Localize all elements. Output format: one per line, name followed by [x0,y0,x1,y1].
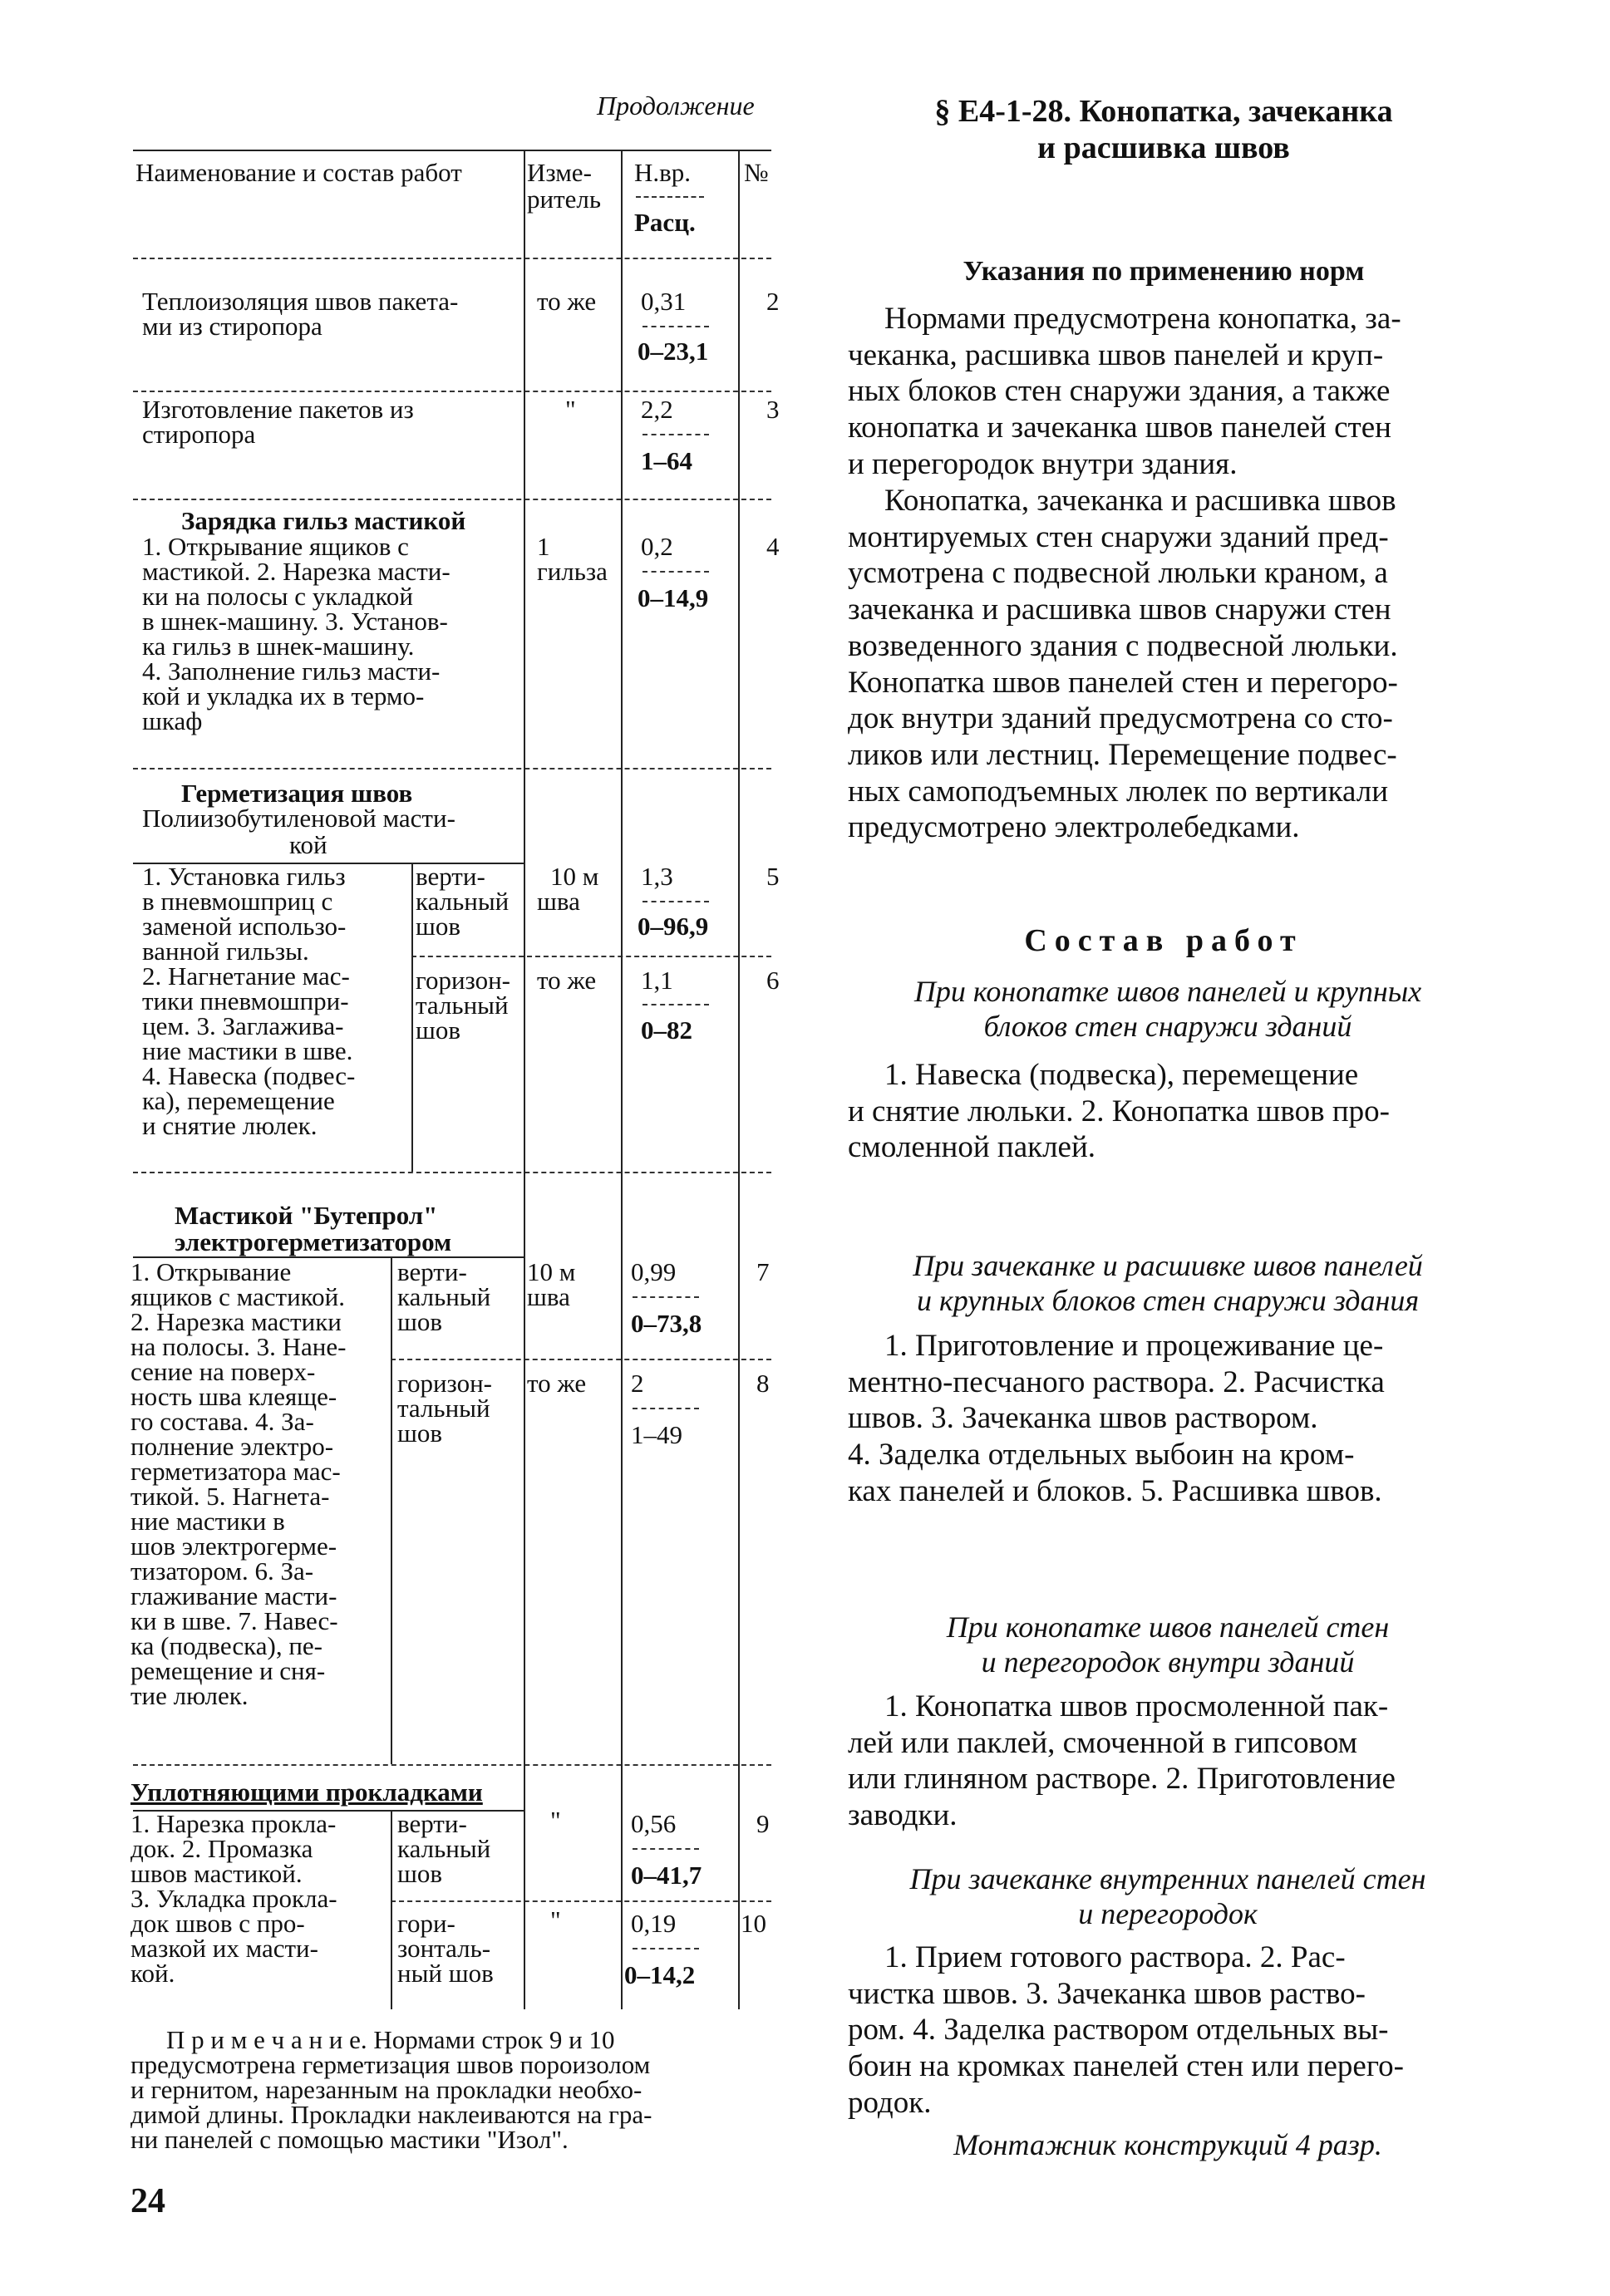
row-unit: " [565,395,576,424]
row-desc: ка гильз в шнек-машину. [142,632,415,661]
row-unit: 1 [537,532,550,561]
instructions-paragraph-2 [848,483,1496,846]
paragraph-line: ках панелей и блоков. 5. Расшивка швов. [848,1473,1382,1508]
row-desc: в шнек-машину. 3. Установ- [142,607,448,636]
subsection-title [839,1248,1496,1318]
row-rasc: 0–14,2 [624,1960,696,1989]
paragraph-line: 1. Навеска (подвеска), перемещение [884,1058,1359,1092]
page-number: 24 [130,2182,165,2220]
header-num: № [744,158,769,187]
row-desc: 1. Открывание ящиков с [142,532,409,561]
row-position: кальный [397,1282,491,1311]
subsection-text [848,1940,1496,2121]
paragraph-line: док внутри зданий предусмотрена со сто- [848,701,1393,736]
row-position: верти- [397,1257,467,1286]
paragraph-line: возведенного здания с подвесной люльки. [848,628,1398,663]
col-divider-norm [621,150,623,2009]
fraction-bar [636,196,704,198]
paragraph-line: лей или паклей, смоченной в гипсовом [848,1725,1358,1760]
row-position: горизон- [397,1369,493,1398]
row-num: 8 [756,1369,770,1398]
paragraph-line: ных блоков стен снаружи здания, а также [848,374,1391,409]
row-desc: тие люлек. [130,1681,249,1710]
row-name: Теплоизоляция швов пакета- [142,287,459,316]
row-divider [391,1359,771,1360]
row-hvr: 0,31 [641,287,687,316]
col-divider-num [738,150,740,2009]
paragraph-line: усмотрена с подвесной люльки краном, а [848,556,1388,591]
paragraph-line: чеканка, расшивка швов панелей и круп- [848,337,1384,372]
row-num: 4 [766,532,780,561]
row-divider [133,1172,771,1173]
paragraph-line: 1. Приготовление и процеживание це- [884,1329,1384,1363]
composition-heading: Состав работ [1024,923,1303,958]
row-unit: то же [537,966,597,995]
subsection-title-line: и перегородок [1078,1897,1258,1930]
row-desc: сение на поверх- [130,1357,316,1386]
row-name: Изготовление пакетов из [142,395,414,424]
subsection-title [839,974,1496,1044]
row-rasc: 1–49 [631,1420,682,1449]
paragraph-line: заводки. [848,1798,958,1833]
row-hvr: 2,2 [641,395,673,424]
row-desc: шов электрогерме- [130,1531,337,1561]
row-num: 6 [766,966,780,995]
subsection-title-line: При зачеканке и расшивке швов панелей [913,1249,1423,1282]
paragraph-line: Нормами предусмотрена конопатка, за- [884,302,1401,336]
header-hvr: Н.вр. [634,158,692,187]
row-unit: 10 м [550,862,599,891]
group-subtitle: Полиизобутиленовой масти- [142,804,455,833]
fraction-bar [633,1296,699,1298]
col-divider-position [391,1810,392,2009]
row-position: шов [397,1859,443,1888]
row-desc: док швов с про- [130,1909,305,1938]
row-position: кальный [397,1834,491,1863]
row-position: шов [416,912,461,941]
row-divider [133,768,771,769]
row-rasc: 0–41,7 [631,1861,702,1890]
paragraph-line: монтируемых стен снаружи зданий пред- [848,519,1389,554]
note-line: П р и м е ч а н и е. Нормами строк 9 и 10 [166,2025,615,2054]
group-title: электрогерметизатором [175,1227,452,1256]
row-unit: гильза [537,557,608,586]
row-desc: 2. Нагнетание мас- [142,961,350,991]
row-divider [133,391,771,392]
paragraph-line: и снятие люльки. 2. Конопатка швов про- [848,1094,1390,1128]
row-desc: и снятие люлек. [142,1111,318,1140]
header-rasc: Расц. [634,208,696,237]
header-name: Наименование и состав работ [135,158,462,187]
group-title: Мастикой "Бутепрол" [175,1201,438,1230]
row-hvr: 1,3 [641,862,673,891]
row-unit: " [550,1806,561,1835]
instructions-paragraph-1 [848,301,1496,483]
row-rasc: 0–96,9 [638,912,709,941]
row-unit: то же [537,287,597,316]
row-position: горизон- [416,966,511,995]
row-position: шов [397,1307,443,1336]
row-desc: кой и укладка их в термо- [142,681,425,710]
row-desc: 1. Открывание [130,1257,292,1286]
row-num: 10 [741,1909,766,1938]
row-desc: тики пневмошпри- [142,986,349,1015]
subsection-title [839,1610,1496,1679]
section-title-line: и расшивка швов [1037,130,1290,165]
row-position: кальный [416,887,510,916]
row-rasc: 1–64 [641,446,692,475]
subsection-title [839,1861,1496,1931]
row-position: шов [416,1015,461,1045]
paragraph-line: боин на кромках панелей стен или перего- [848,2049,1404,2084]
paragraph-line: смоленной паклей. [848,1130,1096,1165]
row-desc: ящиков с мастикой. [130,1282,345,1311]
paragraph-line: ром. 4. Заделка раствором отдельных вы- [848,2013,1389,2048]
note-line: предусмотрена герметизация швов пороизолом [130,2050,651,2079]
row-unit: 10 м [527,1257,576,1286]
row-desc: 3. Укладка прокла- [130,1884,337,1913]
fraction-bar [633,1948,699,1949]
row-num: 2 [766,287,780,316]
header-unit-1: Изме- [527,158,592,187]
row-desc: ки в шве. 7. Навес- [130,1606,338,1635]
paragraph-line: ликов или лестниц. Перемещение подвес- [848,737,1397,772]
section-title-line: § Е4-1-28. Конопатка, зачеканка [934,94,1393,129]
row-unit: шва [537,887,580,916]
row-desc: шкаф [142,706,203,735]
continuation-label: Продолжение [597,91,755,120]
paragraph-line: или глиняном растворе. 2. Приготовление [848,1762,1396,1797]
note-line: ни панелей с помощью мастики "Изол". [130,2125,569,2154]
fraction-bar [633,1848,699,1850]
paragraph-line: швов. 3. Зачеканка швов раствором. [848,1401,1318,1436]
note-line: и гернитом, нарезанным на прокладки необхо- [130,2075,643,2104]
group-title: Герметизация швов [181,779,413,808]
subsection-title-line: При зачеканке внутренних панелей стен [909,1862,1426,1895]
row-rasc: 0–82 [641,1015,692,1045]
subsection-title-line: При конопатке швов панелей стен [946,1610,1390,1644]
paragraph-line: 1. Конопатка швов просмоленной пак- [884,1689,1389,1723]
row-unit: то же [527,1369,587,1398]
row-unit: " [550,1905,561,1935]
row-desc: 4. Навеска (подвес- [142,1061,356,1090]
note-line: димой длины. Прокладки наклеиваются на гра- [130,2100,652,2129]
row-num: 5 [766,862,780,891]
row-desc: ка), перемещение [142,1086,335,1115]
fraction-bar [643,571,709,573]
header-unit-2: ритель [527,184,602,214]
subsection-text [848,1328,1496,1510]
row-desc: тикой. 5. Нагнета- [130,1482,330,1511]
row-desc: ка (подвеска), пе- [130,1631,322,1660]
subsection-title-line: и крупных блоков стен снаружи здания [916,1284,1420,1317]
instructions-heading: Указания по применению норм [963,256,1365,287]
row-position: верти- [397,1809,467,1838]
row-desc: ние мастики в шве. [142,1036,353,1065]
paragraph-line: ных самоподъемных люлек по вертикали [848,774,1388,809]
group-title: Зарядка гильз мастикой [181,506,466,535]
worker-category: Монтажник конструкций 4 разр. [953,2128,1382,2161]
row-desc: 1. Установка гильз [142,862,346,891]
paragraph-line: предусмотрено электролебедками. [848,810,1300,845]
paragraph-line: Конопатка швов панелей стен и перегоро- [848,665,1398,700]
paragraph-line: конопатка и зачеканка швов панелей стен [848,411,1391,445]
row-desc: мастикой. 2. Нарезка масти- [142,557,451,586]
row-rasc: 0–14,9 [638,583,709,612]
row-position: тальный [397,1394,490,1423]
row-desc: швов мастикой. [130,1859,303,1888]
subsection-title-line: и перегородок внутри зданий [981,1645,1355,1679]
header-bottom-rule [133,258,771,259]
fraction-bar [643,434,709,435]
row-desc: 1. Нарезка прокла- [130,1809,337,1838]
row-hvr: 1,1 [641,966,673,995]
row-desc: 4. Заполнение гильз масти- [142,656,441,686]
row-desc: 2. Нарезка мастики [130,1307,342,1336]
paragraph-line: 1. Прием готового раствора. 2. Рас- [884,1940,1346,1974]
row-position: гори- [397,1909,455,1938]
row-hvr: 0,99 [631,1257,677,1286]
row-position: шов [397,1418,443,1448]
subsection-title-line: При конопатке швов панелей и крупных [913,975,1422,1008]
row-divider [133,499,771,500]
paragraph-line: зачеканка и расшивка швов снаружи стен [848,592,1391,627]
row-desc: ванной гильзы. [142,937,309,966]
row-desc: ремещение и сня- [130,1656,326,1685]
row-position: верти- [416,862,485,891]
row-name: стиропора [142,420,256,449]
row-desc: на полосы. 3. Нане- [130,1332,347,1361]
subsection-text [848,1689,1496,1834]
row-desc: кой. [130,1959,175,1988]
paragraph-line: ментно-песчаного раствора. 2. Расчистка [848,1364,1385,1399]
row-desc: цем. 3. Заглажива- [142,1011,344,1040]
section-title [839,93,1488,166]
paragraph-line: Конопатка, зачеканка и расшивка швов [884,484,1396,518]
col-divider-position [411,863,413,1172]
row-desc: ки на полосы с укладкой [142,582,413,611]
row-unit: шва [527,1282,570,1311]
fraction-bar [633,1408,699,1409]
row-position: ный шов [397,1959,494,1988]
row-hvr: 2 [631,1369,644,1398]
row-hvr: 0,19 [631,1909,677,1938]
row-divider [391,1900,771,1902]
row-rasc: 0–73,8 [631,1309,702,1338]
paragraph-line: родок. [848,2085,932,2120]
group-subtitle: кой [289,830,327,859]
row-name: ми из стиропора [142,312,322,341]
table-top-rule [133,150,771,151]
fraction-bar [643,326,709,327]
col-divider-position [391,1256,392,1764]
paragraph-line: чистка швов. 3. Зачеканка швов раство- [848,1976,1366,2011]
row-desc: в пневмошприц с [142,887,333,916]
row-position: зонталь- [397,1934,491,1963]
row-divider [133,1764,771,1766]
row-desc: го состава. 4. За- [130,1407,314,1436]
row-desc: заменой использо- [142,912,347,941]
row-num: 7 [756,1257,770,1286]
subsection-title-line: блоков стен снаружи зданий [983,1010,1352,1043]
fraction-bar [643,901,709,902]
row-desc: тизатором. 6. За- [130,1556,314,1586]
row-hvr: 0,56 [631,1809,677,1838]
row-position: тальный [416,991,509,1020]
row-desc: мазкой их масти- [130,1934,318,1963]
row-num: 3 [766,395,780,424]
row-num: 9 [756,1809,770,1838]
col-divider-unit [524,150,525,2009]
row-rasc: 0–23,1 [638,337,709,366]
group-title: Уплотняющими прокладками [130,1777,483,1807]
row-divider [411,956,771,957]
row-desc: полнение электро- [130,1432,334,1461]
row-desc: док. 2. Промазка [130,1834,313,1863]
paragraph-line: 4. Заделка отдельных выбоин на кром- [848,1438,1355,1472]
row-desc: ние мастики в [130,1507,285,1536]
fraction-bar [643,1004,709,1005]
row-desc: глаживание масти- [130,1581,337,1610]
row-desc: герметизатора мас- [130,1457,341,1486]
subsection-text [848,1057,1496,1166]
paragraph-line: и перегородок внутри здания. [848,446,1238,481]
row-hvr: 0,2 [641,532,673,561]
row-desc: ность шва клеяще- [130,1382,337,1411]
